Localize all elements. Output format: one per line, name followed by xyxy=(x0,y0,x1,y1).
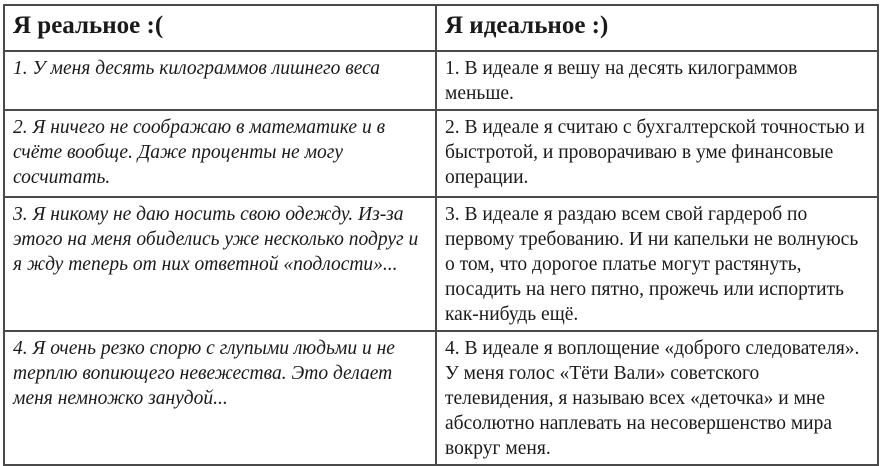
header-row xyxy=(4,5,878,51)
table-row xyxy=(4,331,878,465)
table-row xyxy=(4,197,878,331)
cell-real: 4. Я очень резко спорю с глупыми людьми и не терплю вопиющего невежества. Это делает меня немножко занудой... xyxy=(4,331,436,465)
header-ideal: Я идеальное :) xyxy=(436,5,878,51)
table-row xyxy=(4,110,878,197)
cell-ideal: 4. В идеале я воплощение «доброго следователя». У меня голос «Тёти Вали» советского телевидения, я называю всех «деточка» и мне абсолютно наплевать на несовершенство мира вокруг меня. xyxy=(436,331,878,465)
table-row xyxy=(4,51,878,110)
cell-real: 2. Я ничего не соображаю в математике и в счёте вообще. Даже проценты не могу сосчитать. xyxy=(4,110,436,197)
cell-real: 3. Я никому не даю носить свою одежду. Из-за этого на меня обиделись уже несколько подруг и я жду теперь от них ответной «подлости»... xyxy=(4,197,436,331)
cell-ideal: 2. В идеале я считаю с бухгалтерской точностью и быстротой, и проворачиваю в уме финансовые операции. xyxy=(436,110,878,197)
cell-ideal: 1. В идеале я вешу на десять килограммов меньше. xyxy=(436,51,878,110)
cell-ideal: 3. В идеале я раздаю всем свой гардероб по первому требованию. И ни капельки не волнуюсь о том, что дорогое платье могут растянуть, посадить на него пятно, прожечь или испортить как-нибудь ещё. xyxy=(436,197,878,331)
header-real: Я реальное :( xyxy=(4,5,436,51)
cell-real: 1. У меня десять килограммов лишнего веса xyxy=(4,51,436,110)
comparison-table-wrapper xyxy=(3,4,877,466)
comparison-table xyxy=(3,4,879,466)
